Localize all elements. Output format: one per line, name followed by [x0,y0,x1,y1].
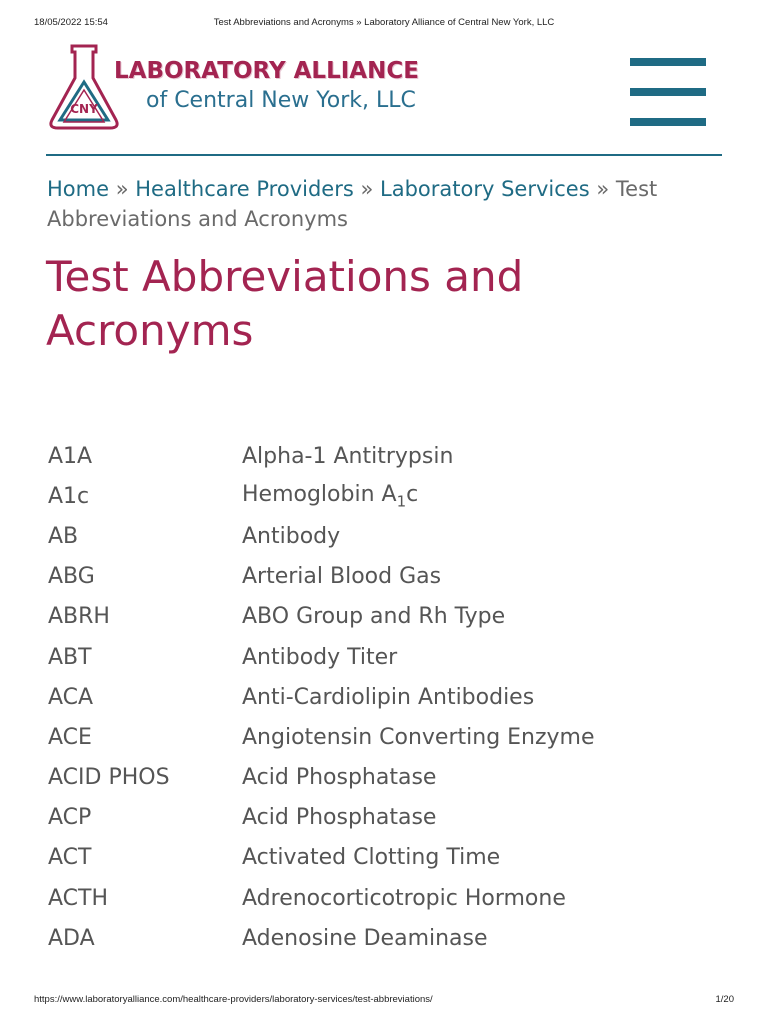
meaning-subscript: 1 [396,492,407,511]
flask-logo-icon [46,42,122,132]
meaning-cell: Adenosine Deaminase [242,925,488,951]
abbreviation-cell: A1c [48,483,90,509]
meaning-suffix: c [406,482,419,508]
abbreviation-cell: ACID PHOS [48,765,170,791]
print-url: https://www.laboratoryalliance.com/healthcare-providers/laboratory-services/test-abbreviations/ [34,994,433,1005]
menu-bar [630,58,706,66]
table-row [48,677,728,717]
meaning-cell: Adrenocorticotropic Hormone [242,885,566,911]
table-row [48,878,728,918]
meaning-cell: Acid Phosphatase [242,805,437,831]
menu-bar [630,88,706,96]
meaning-cell: Acid Phosphatase [242,765,437,791]
abbreviation-cell: ABT [48,644,92,670]
breadcrumb-separator: » [115,177,129,201]
abbreviations-table [48,436,728,958]
table-row [48,516,728,556]
meaning-cell: ABO Group and Rh Type [242,604,506,630]
meaning-cell: Antibody Titer [242,644,398,670]
logo-subtitle: of Central New York, LLC [146,88,416,113]
page-title: Test Abbreviations and Acronyms [46,252,524,355]
table-row [48,597,728,637]
breadcrumb-providers-link[interactable]: Healthcare Providers [135,177,354,201]
table-row [48,717,728,757]
abbreviation-cell: ACT [48,845,92,871]
hamburger-menu-icon[interactable] [630,56,706,128]
meaning-cell: Activated Clotting Time [242,845,501,871]
meaning-cell: Angiotensin Converting Enzyme [242,724,595,750]
table-row [48,637,728,677]
breadcrumb-separator: » [596,177,610,201]
print-footer [0,994,768,1008]
print-date: 18/05/2022 15:54 [34,17,108,28]
abbreviation-cell: ACP [48,805,92,831]
table-row [48,436,728,476]
site-logo[interactable] [46,42,466,132]
table-row [48,918,728,958]
logo-title: LABORATORY ALLIANCE [114,58,419,84]
abbreviation-cell: ACA [48,684,94,710]
flask-logo-text: CNY [70,102,98,116]
abbreviation-cell: ADA [48,925,95,951]
meaning-text: Hemoglobin A [242,482,397,508]
print-header [0,17,768,31]
meaning-cell: Antibody [242,523,341,549]
breadcrumb-current: Test Abbreviations and Acronyms [47,177,658,231]
breadcrumb-separator: » [360,177,374,201]
abbreviation-cell: ABG [48,564,95,590]
table-row [48,758,728,798]
print-title: Test Abbreviations and Acronyms » Laboratory Alliance of Central New York, LLC [213,17,555,28]
breadcrumb [47,174,727,234]
meaning-cell: Alpha-1 Antitrypsin [242,443,454,469]
abbreviation-cell: AB [48,523,79,549]
table-row [48,798,728,838]
meaning-cell [242,476,728,516]
site-header [46,40,722,156]
breadcrumb-services-link[interactable]: Laboratory Services [380,177,590,201]
meaning-cell: Anti-Cardiolipin Antibodies [242,684,535,710]
abbreviation-cell: ACE [48,724,92,750]
table-row [48,838,728,878]
table-row [48,476,728,516]
menu-bar [630,118,706,126]
breadcrumb-home-link[interactable]: Home [47,177,110,201]
abbreviation-cell: ACTH [48,885,109,911]
table-row [48,557,728,597]
abbreviation-cell: ABRH [48,604,110,630]
meaning-cell: Arterial Blood Gas [242,564,442,590]
print-page-number: 1/20 [715,994,734,1005]
abbreviation-cell: A1A [48,443,93,469]
